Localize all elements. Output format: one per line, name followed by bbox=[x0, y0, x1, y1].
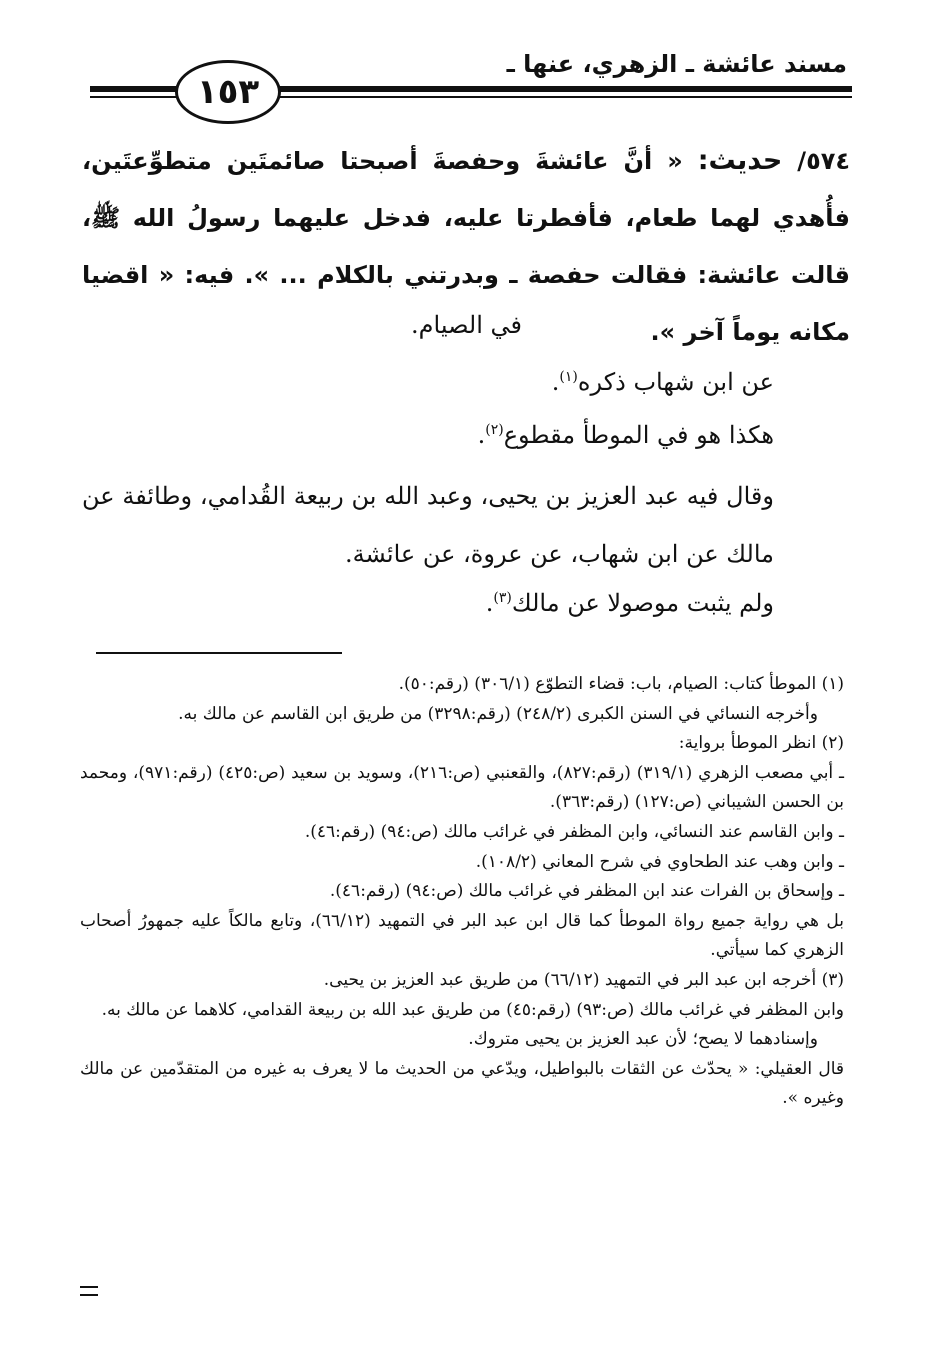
period-1: . bbox=[551, 368, 560, 396]
body-line-2-text: هكذا هو في الموطأ مقطوع bbox=[503, 421, 774, 449]
page-number: ١٥٣ bbox=[196, 72, 260, 112]
period-4: . bbox=[485, 589, 494, 617]
footnote-ref-3[interactable]: (٣) bbox=[493, 590, 512, 606]
footnote-line: (٣) أخرجه ابن عبد البر في التمهيد (٦٦/١٢) من طريق عبد العزيز بن يحيى. bbox=[323, 969, 844, 990]
page-number-badge bbox=[175, 60, 281, 124]
footnote-separator bbox=[96, 652, 342, 654]
footnote-ref-1[interactable]: (١) bbox=[559, 369, 578, 385]
footnote-line: وأخرجه النسائي في السنن الكبرى (٢٤٨/٢) (رقم:٣٢٩٨) من طريق ابن القاسم عن مالك به. bbox=[178, 703, 818, 724]
footnote-line: وابن المظفر في غرائب مالك (ص:٩٣) (رقم:٤٥) من طريق عبد الله بن ربيعة القدامي، كلاهما عن مالك به. bbox=[101, 999, 844, 1020]
body-line-1-text: عن ابن شهاب ذكره bbox=[577, 368, 774, 396]
footnote-line: ـ وابن وهب عند الطحاوي في شرح المعاني (١٠٨/٢). bbox=[475, 851, 844, 872]
footnote-ref-2[interactable]: (٢) bbox=[485, 422, 504, 438]
body-line-not-proven bbox=[486, 578, 774, 623]
body-line-muwatta bbox=[478, 410, 774, 455]
page-end-mark bbox=[80, 1286, 98, 1296]
footnote-line: وإسنادهما لا يصح؛ لأن عبد العزيز بن يحيى متروك. bbox=[468, 1029, 818, 1050]
footnote-line: بل هي رواية جميع رواة الموطأ كما قال ابن عبد البر في التمهيد (٦٦/١٢)، وتابع مالكاً عليه جمهورُ أصحاب الزهري كما سيأتي. bbox=[80, 910, 844, 961]
footnote-line: (١) الموطأ كتاب: الصيام، باب: قضاء التطوّع (٣٠٦/١) (رقم:٥٠). bbox=[398, 674, 844, 694]
running-title: مسند عائشة ـ الزهري، عنها ـ bbox=[506, 50, 847, 78]
hadith-number: ٥٧٤/ bbox=[797, 147, 851, 175]
period-2: . bbox=[477, 421, 486, 449]
hadith-keyword: حديث: bbox=[697, 145, 783, 176]
body-line-narrators: وقال فيه عبد العزيز بن يحيى، وعبد الله بن ربيعة القُدامي، وطائفة عن مالك عن ابن شهاب، عن عروة، عن عائشة. bbox=[82, 482, 774, 568]
footnote-line: ـ وإسحاق بن الفرات عند ابن المظفر في غرائب مالك (ص:٩٤) (رقم:٤٦). bbox=[329, 881, 844, 902]
footnote-line: (٢) انظر الموطأ برواية: bbox=[678, 733, 844, 754]
hadith-matn: « أنَّ عائشةَ وحفصةَ أصبحتا صائمتَين متطوِّعتَين، فأُهدي لهما طعام، فأفطرتا عليه، فدخل عليهما رسولُ الله ﷺ، قالت عائشة: فقالت حفصة ـ وبدرتني بالكلام ... ». فيه: « اقضيا مكانه يوماً آخر ». bbox=[82, 147, 850, 346]
body-line-ibn-shihab bbox=[552, 357, 774, 402]
footnote-line: ـ وابن القاسم عند النسائي، وابن المظفر في غرائب مالك (ص:٩٤) (رقم:٤٦). bbox=[304, 821, 844, 842]
section-line: في الصيام. bbox=[411, 311, 522, 339]
footnote-line: قال العقيلي: « يحدّث عن الثقات بالبواطيل، ويدّعي من الحديث ما لا يعرف به غيره من المتقدّمين عن مالك وغيره ». bbox=[80, 1058, 844, 1109]
footnote-line: ـ أبي مصعب الزهري (٣١٩/١) (رقم:٨٢٧)، والقعنبي (ص:٢١٦)، وسويد بن سعيد (ص:٤٢٥) (رقم:٩٧١)، ومحمد بن الحسن الشيباني (ص:١٢٧) (رقم:٣٦٣). bbox=[80, 762, 844, 813]
footnotes-block bbox=[80, 670, 844, 1114]
body-line-4-text: ولم يثبت موصولا عن مالك bbox=[511, 589, 774, 617]
